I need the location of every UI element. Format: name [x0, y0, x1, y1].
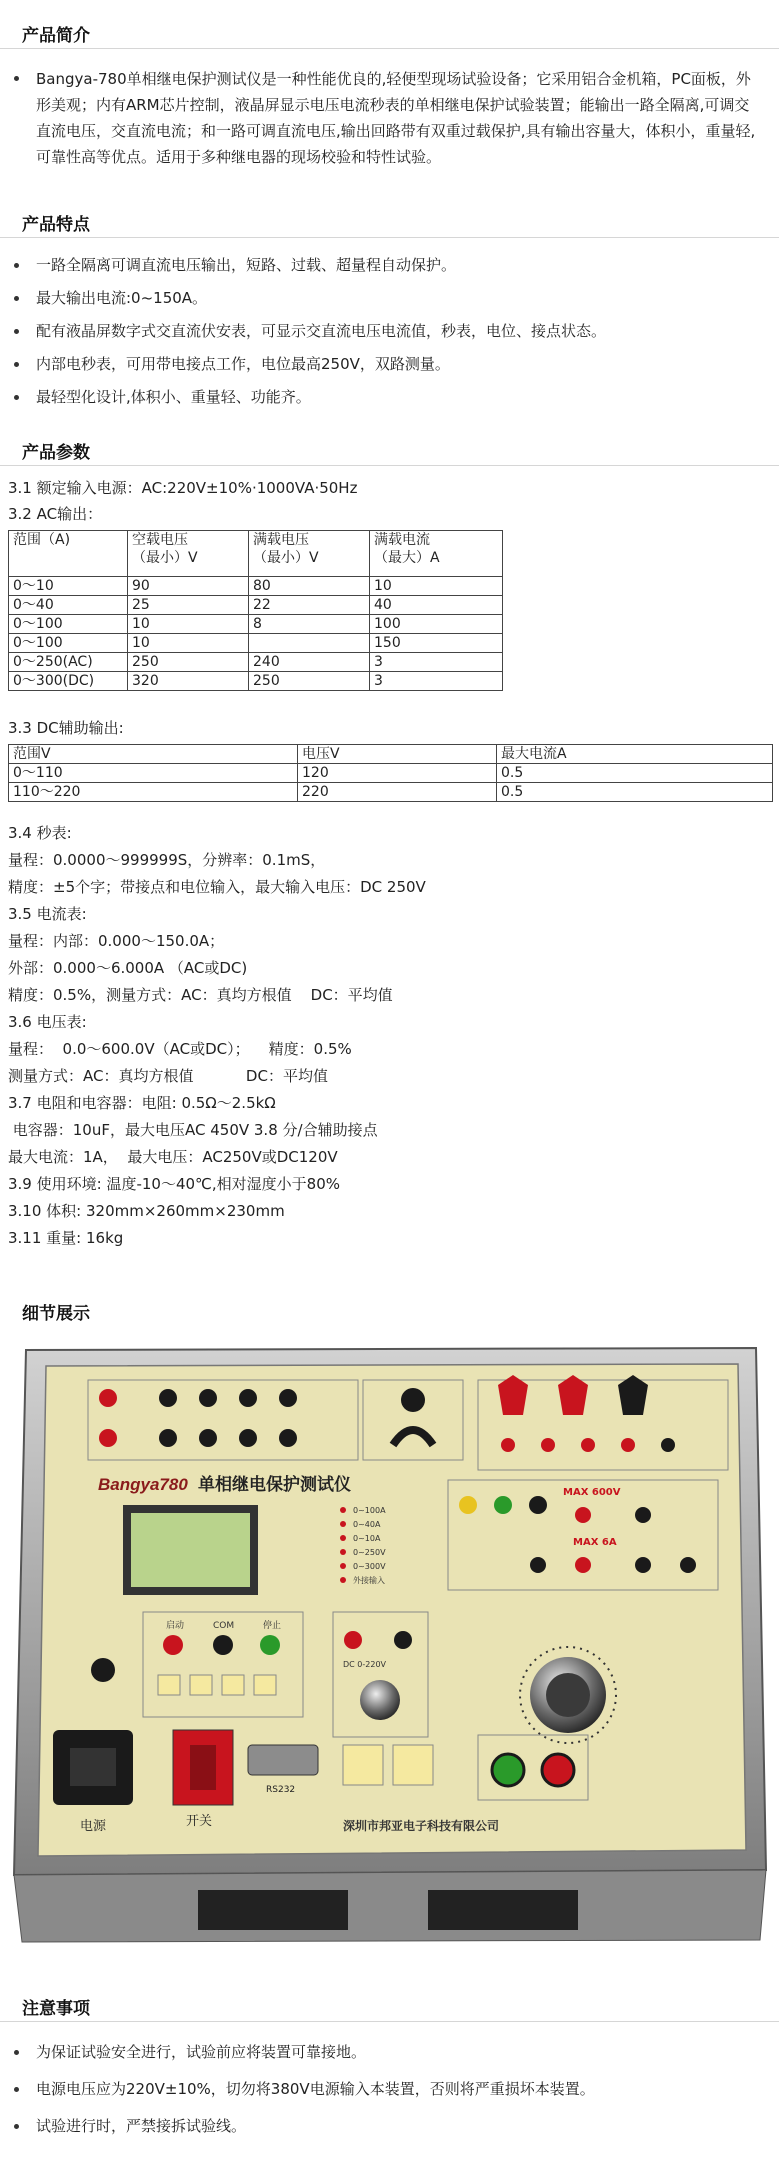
ac-header-cell: 空载电压 （最小）V: [128, 531, 249, 577]
param-3-1: 3.1 额定输入电源：AC:220V±10%·1000VA·50Hz: [8, 479, 358, 497]
reset-button[interactable]: [158, 1675, 180, 1695]
table-cell: 250: [128, 653, 249, 672]
param-line: 精度：0.5%，测量方式：AC：真均方根值 DC：平均值: [8, 986, 393, 1004]
terminal-red: [541, 1438, 555, 1452]
table-cell: 10: [128, 615, 249, 634]
table-cell: 100: [370, 615, 503, 634]
terminal-black: [239, 1429, 257, 1447]
feature-item: 配有液晶屏数字式交直流伏安表，可显示交直流电压电流值，秒表，电位、接点状态。: [0, 319, 606, 343]
table-cell: 0.5: [497, 764, 773, 783]
device-name-label: 单相继电保护测试仪: [198, 1475, 351, 1495]
table-cell: 90: [128, 577, 249, 596]
led-indicator: [340, 1535, 346, 1541]
table-row: [9, 596, 503, 615]
device-photo: [8, 1330, 773, 1955]
stop-label: 停止: [263, 1621, 282, 1631]
terminal-black: [661, 1438, 675, 1452]
switch-label: 开关: [186, 1814, 213, 1829]
dc-header-cell: 范围V: [9, 745, 298, 764]
terminal-red: [575, 1507, 591, 1523]
dc-output-table: [8, 744, 773, 802]
param-line: 3.6 电压表:: [8, 1013, 87, 1031]
output-switch-button[interactable]: [393, 1745, 433, 1785]
ac-header-cell: 满载电压 （最小）V: [249, 531, 370, 577]
dc-header-cell: 电压V: [298, 745, 497, 764]
ac-output-table: [8, 530, 503, 691]
table-cell: 0～110: [9, 764, 298, 783]
table-cell: 150: [370, 634, 503, 653]
terminal-black: [159, 1429, 177, 1447]
terminal-black: [635, 1557, 651, 1573]
param-line: 3.5 电流表:: [8, 905, 87, 923]
param-line: 精度：±5个字；带接点和电位输入，最大输入电压：DC 250V: [8, 878, 426, 896]
range-label: 0~40A: [353, 1520, 381, 1529]
company-label: 深圳市邦亚电子科技有限公司: [343, 1819, 500, 1833]
table-cell: 0～100: [9, 634, 128, 653]
table-cell: 120: [298, 764, 497, 783]
terminal-black: [530, 1557, 546, 1573]
ac-header-cell: 满载电流 （最大）A: [370, 531, 503, 577]
case-handle-left: [198, 1890, 348, 1930]
table-cell: 10: [128, 634, 249, 653]
params-title: 产品参数: [22, 443, 90, 463]
details-title: 细节展示: [22, 1304, 90, 1324]
intro-text: Bangya-780单相继电保护测试仪是一种性能优良的,轻便型现场试验设备；它采用铝合金机箱，PC面板，外形美观；内有ARM芯片控制，液晶屏显示电压电流秒表的单相继电保护试验装置；能输出一路全隔离,可调交直流电压，交直流电流；和一路可调直流电压,输出回路带有双重过载保护,具有输出容量大，体积小，重量轻,可靠性高等优点。适用于多种继电器的现场校验和特性试验。: [0, 66, 764, 170]
terminal-red: [344, 1631, 362, 1649]
terminal-red: [99, 1429, 117, 1447]
terminal-red: [99, 1389, 117, 1407]
table-cell: 0.5: [497, 783, 773, 802]
table-cell: 220: [298, 783, 497, 802]
terminal-black: [239, 1389, 257, 1407]
led-indicator: [340, 1563, 346, 1569]
led-indicator: [340, 1577, 346, 1583]
switch-rocker: [190, 1745, 216, 1790]
params-header: [0, 431, 779, 466]
led-indicator: [340, 1521, 346, 1527]
details-header: [0, 1292, 779, 1326]
terminal-black: [529, 1496, 547, 1514]
table-cell: 40: [370, 596, 503, 615]
table-cell: 0～100: [9, 615, 128, 634]
led-indicator: [340, 1549, 346, 1555]
param-line: 电容器：10uF，最大电压AC 450V 3.8 分/合辅助接点: [8, 1121, 378, 1139]
note-item: 为保证试验安全进行，试验前应将装置可靠接地。: [0, 2040, 595, 2064]
param-line: 3.9 使用环境: 温度-10～40℃,相对湿度小于80%: [8, 1175, 340, 1193]
table-cell: 80: [249, 577, 370, 596]
intro-header: [0, 14, 779, 49]
dc-range-label: DC 0-220V: [343, 1660, 387, 1669]
brand-label: Bangya780: [98, 1475, 188, 1494]
param-3-3: 3.3 DC辅助输出:: [8, 719, 124, 737]
param-line: 测量方式：AC：真均方根值 DC：平均值: [8, 1067, 328, 1085]
feature-item: 内部电秒表，可用带电接点工作，电位最高250V，双路测量。: [0, 352, 606, 376]
param-line: 量程：内部：0.000～150.0A；: [8, 932, 225, 950]
terminal-green: [260, 1635, 280, 1655]
socket-inlet: [70, 1748, 116, 1786]
intro-list: [0, 66, 764, 170]
features-title: 产品特点: [22, 215, 90, 235]
terminal-black: [680, 1557, 696, 1573]
param-line: 3.4 秒表:: [8, 824, 72, 842]
table-row: [9, 653, 503, 672]
param-line: 量程：0.0000～999999S，分辨率：0.1mS，: [8, 851, 326, 869]
table-row: [9, 615, 503, 634]
terminal-red: [163, 1635, 183, 1655]
front-panel: [38, 1364, 746, 1856]
dc-voltage-knob[interactable]: [360, 1680, 400, 1720]
terminal-black: [159, 1389, 177, 1407]
table-cell: 0～40: [9, 596, 128, 615]
case-bottom: [14, 1870, 766, 1942]
mode-button[interactable]: [222, 1675, 244, 1695]
param-line: 量程： 0.0～600.0V（AC或DC）； 精度：0.5%: [8, 1040, 352, 1058]
feature-item: 最轻型化设计,体积小、重量轻、功能齐。: [0, 385, 606, 409]
param-line: 3.7 电阻和电容器：电阻: 0.5Ω～2.5kΩ: [8, 1094, 276, 1112]
param-3-2: 3.2 AC输出：: [8, 505, 103, 523]
case-handle-right: [428, 1890, 578, 1930]
table-cell: 0～300(DC): [9, 672, 128, 691]
param-line: 最大电流：1A， 最大电压：AC250V或DC120V: [8, 1148, 338, 1166]
rs232-port[interactable]: [248, 1745, 318, 1775]
param-line: 外部：0.000～6.000A （AC或DC): [8, 959, 248, 977]
features-list: [0, 253, 606, 418]
notes-header: [0, 1987, 779, 2022]
terminal-red: [581, 1438, 595, 1452]
table-row: [9, 577, 503, 596]
power-label: 电源: [80, 1819, 107, 1834]
note-item: 电源电压应为220V±10%，切勿将380V电源输入本装置，否则将严重损坏本装置。: [0, 2077, 595, 2101]
terminal-green: [494, 1496, 512, 1514]
table-row: [9, 634, 503, 653]
table-cell: 10: [370, 577, 503, 596]
earth-terminal: [91, 1658, 115, 1682]
table-cell: 8: [249, 615, 370, 634]
terminal-red: [575, 1557, 591, 1573]
terminal-black: [279, 1429, 297, 1447]
mode-button[interactable]: [254, 1675, 276, 1695]
table-cell: 25: [128, 596, 249, 615]
terminal-black: [199, 1429, 217, 1447]
range-label: 0~300V: [353, 1562, 386, 1571]
dc-header-cell: 最大电流A: [497, 745, 773, 764]
notes-title: 注意事项: [22, 1999, 90, 2019]
lcd-screen: [131, 1513, 250, 1587]
terminal-black: [213, 1635, 233, 1655]
features-header: [0, 203, 779, 238]
terminal-black: [635, 1507, 651, 1523]
table-cell: [249, 634, 370, 653]
terminal-black: [394, 1631, 412, 1649]
com-label: COM: [213, 1621, 235, 1631]
led-indicator: [340, 1507, 346, 1513]
terminal-red: [621, 1438, 635, 1452]
max-current-label: MAX 6A: [573, 1537, 617, 1548]
max-voltage-label: MAX 600V: [563, 1487, 621, 1498]
table-cell: 240: [249, 653, 370, 672]
table-row: [9, 745, 773, 764]
note-item: 试验进行时，严禁接拆试验线。: [0, 2114, 595, 2138]
param-line: 3.11 重量: 16kg: [8, 1229, 124, 1247]
feature-item: 最大输出电流:0~150A。: [0, 286, 606, 310]
table-cell: 320: [128, 672, 249, 691]
terminal-red: [501, 1438, 515, 1452]
stop-button[interactable]: [542, 1754, 574, 1786]
feature-item: 一路全隔离可调直流电压输出，短路、过载、超量程自动保护。: [0, 253, 606, 277]
table-cell: 110～220: [9, 783, 298, 802]
intro-title: 产品简介: [22, 26, 90, 46]
relay-tester-illustration: [8, 1330, 773, 1955]
table-cell: 22: [249, 596, 370, 615]
table-row: [9, 783, 773, 802]
terminal-black: [401, 1388, 425, 1412]
table-row: [9, 764, 773, 783]
table-cell: 3: [370, 653, 503, 672]
terminal-black: [279, 1389, 297, 1407]
terminal-black: [199, 1389, 217, 1407]
start-button[interactable]: [492, 1754, 524, 1786]
range-label: 0~100A: [353, 1506, 386, 1515]
mode-button[interactable]: [190, 1675, 212, 1695]
table-cell: 0～10: [9, 577, 128, 596]
terminal-yellow: [459, 1496, 477, 1514]
range-label: 0~250V: [353, 1548, 386, 1557]
knob-cap: [546, 1673, 590, 1717]
rs232-label: RS232: [266, 1785, 296, 1795]
voltage-switch-button[interactable]: [343, 1745, 383, 1785]
table-row: [9, 672, 503, 691]
table-cell: 3: [370, 672, 503, 691]
range-label: 外接输入: [353, 1576, 385, 1585]
start-label: 启动: [166, 1621, 185, 1631]
range-label: 0~10A: [353, 1534, 381, 1543]
table-cell: 0～250(AC): [9, 653, 128, 672]
notes-list: [0, 2040, 595, 2151]
table-cell: 250: [249, 672, 370, 691]
ac-header-cell: 范围（A): [9, 531, 128, 577]
param-line: 3.10 体积: 320mm×260mm×230mm: [8, 1202, 285, 1220]
